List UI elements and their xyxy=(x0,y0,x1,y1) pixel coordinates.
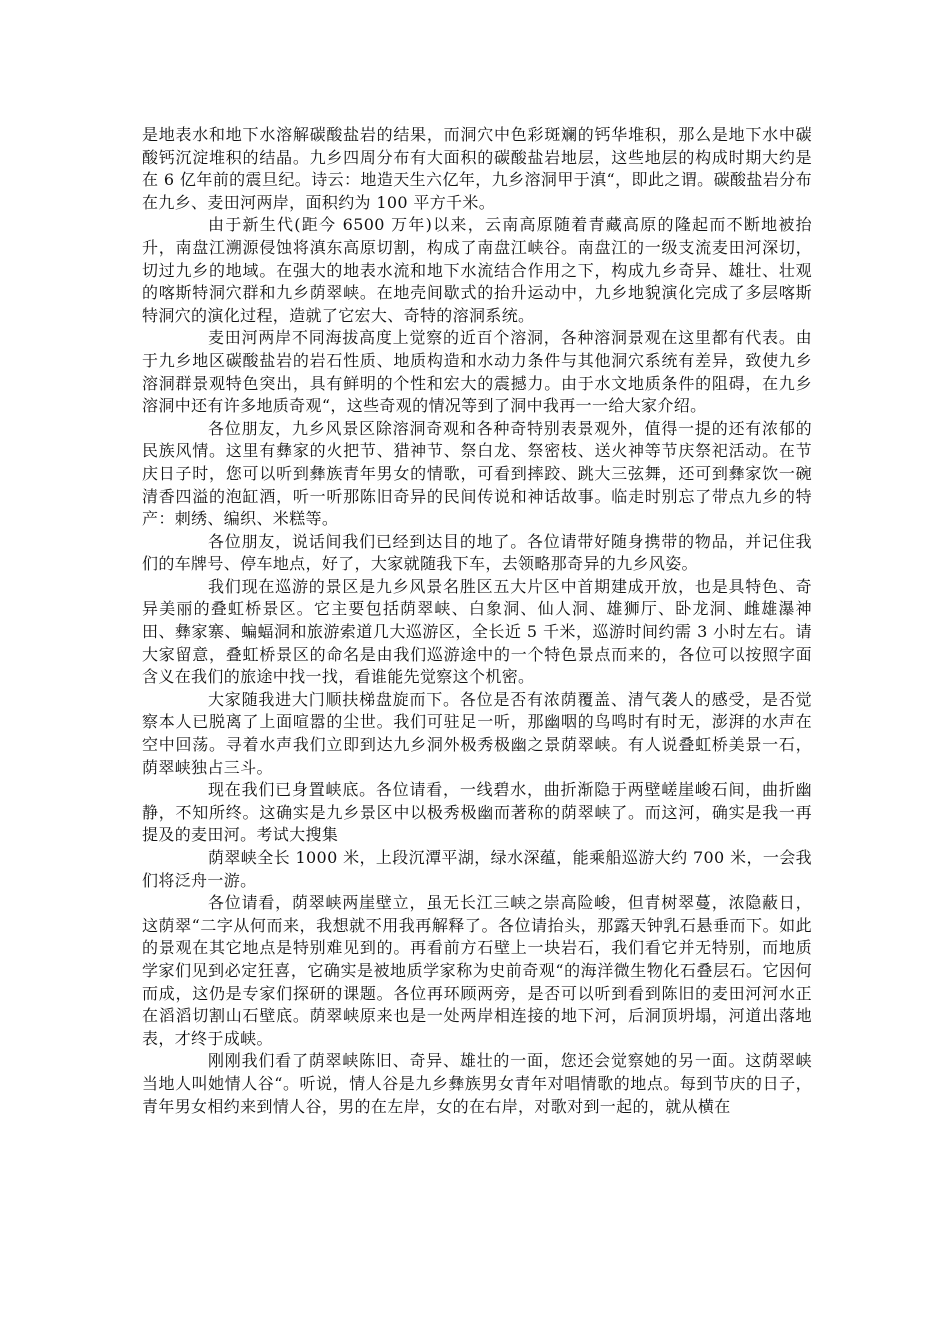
paragraph: 各位请看，荫翠峡两崖壁立，虽无长江三峡之崇高险峻，但青树翠蔓，浓隐蔽日，这荫翠“二字从何而来，我想就不用我再解释了。各位请抬头，那露天钟乳石悬垂而下。如此的景观在其它地点是特别难见到的。再看前方石壁上一块岩石，我们看它并无特别，而地质学家们见到必定狂喜，它确实是被地质学家称为史前奇观“的海洋微生物化石叠层石。它因何而成，这仍是专家们探研的课题。各位再环顾两旁，是否可以听到看到陈旧的麦田河河水正在滔滔切割山石壁底。荫翠峡原来也是一处两岸相连接的地下河，后洞顶坍塌，河道出落地表，才终于成峡。 xyxy=(142,893,812,1048)
paragraph: 荫翠峡全长 1000 米，上段沉潭平湖，绿水深蕴，能乘船巡游大约 700 米，一会我们将泛舟一游。 xyxy=(142,848,812,890)
document-page xyxy=(142,124,812,1118)
paragraph: 大家随我进大门顺扶梯盘旋而下。各位是否有浓荫覆盖、清气袭人的感受，是否觉察本人已脱离了上面喧嚣的尘世。我们可驻足一听，那幽咽的鸟鸣时有时无，澎湃的水声在空中回荡。寻着水声我们立即到达九乡洞外极秀极幽之景荫翠峡。有人说叠虹桥美景一石，荫翠峡独占三斗。 xyxy=(142,689,812,777)
paragraph: 由于新生代(距今 6500 万年)以来，云南高原随着青藏高原的隆起而不断地被抬升，南盘江溯源侵蚀将滇东高原切割，构成了南盘江峡谷。南盘江的一级支流麦田河深切，切过九乡的地域。在强大的地表水流和地下水流结合作用之下，构成九乡奇异、雄壮、壮观的喀斯特洞穴群和九乡荫翠峡。在地壳间歇式的抬升运动中，九乡地貌演化完成了多层喀斯特洞穴的演化过程，造就了它宏大、奇特的溶洞系统。 xyxy=(142,215,812,325)
paragraph: 麦田河两岸不同海拔高度上觉察的近百个溶洞，各种溶洞景观在这里都有代表。由于九乡地区碳酸盐岩的岩石性质、地质构造和水动力条件与其他洞穴系统有差异，致使九乡溶洞群景观特色突出，具有鲜明的个性和宏大的震撼力。由于水文地质条件的阻碍，在九乡溶洞中还有许多地质奇观“，这些奇观的情况等到了洞中我再一一给大家介绍。 xyxy=(142,328,812,416)
paragraph: 各位朋友，九乡风景区除溶洞奇观和各种奇特别表景观外，值得一提的还有浓郁的民族风情。这里有彝家的火把节、猎神节、祭白龙、祭密枝、送火神等节庆祭祀活动。在节庆日子时，您可以听到彝族青年男女的情歌，可看到摔跤、跳大三弦舞，还可到彝家饮一碗清香四溢的泡缸酒，听一听那陈旧奇异的民间传说和神话故事。临走时别忘了带点九乡的特产：刺绣、编织、米糕等。 xyxy=(142,418,812,529)
paragraph: 是地表水和地下水溶解碳酸盐岩的结果，而洞穴中色彩斑斓的钙华堆积，那么是地下水中碳酸钙沉淀堆积的结晶。九乡四周分布有大面积的碳酸盐岩地层，这些地层的构成时期大约是在 6 亿年前的震旦纪。诗云：地造天生六亿年，九乡溶洞甲于滇“，即此之谓。碳酸盐岩分布在九乡、麦田河两岸，面积约为 100 平方千米。 xyxy=(142,125,812,212)
paragraph: 现在我们已身置峡底。各位请看，一线碧水，曲折渐隐于两壁嵯崖峻石间，曲折幽静，不知所终。这确实是九乡景区中以极秀极幽而著称的荫翠峡了。而这河，确实是我一再提及的麦田河。考试大搜集 xyxy=(142,780,812,845)
paragraph: 各位朋友，说话间我们已经到达目的地了。各位请带好随身携带的物品，并记住我们的车牌号、停车地点，好了，大家就随我下车，去领略那奇异的九乡风姿。 xyxy=(142,531,812,574)
paragraph: 刚刚我们看了荫翠峡陈旧、奇异、雄壮的一面，您还会觉察她的另一面。这荫翠峡当地人叫她情人谷“。听说，情人谷是九乡彝族男女青年对唱情歌的地点。每到节庆的日子，青年男女相约来到情人谷，男的在左岸，女的在右岸，对歌对到一起的，就从横在 xyxy=(142,1051,812,1116)
paragraph: 我们现在巡游的景区是九乡风景名胜区五大片区中首期建成开放，也是具特色、奇异美丽的叠虹桥景区。它主要包括荫翠峡、白象洞、仙人洞、雄狮厅、卧龙洞、雌雄瀑神田、彝家寨、蝙蝠洞和旅游索道几大巡游区，全长近 5 千米，巡游时间约需 3 小时左右。请大家留意，叠虹桥景区的命名是由我们巡游途中的一个特色景点而来的，各位可以按照字面含义在我们的旅途中找一找，看谁能先觉察这个机密。 xyxy=(142,576,812,687)
